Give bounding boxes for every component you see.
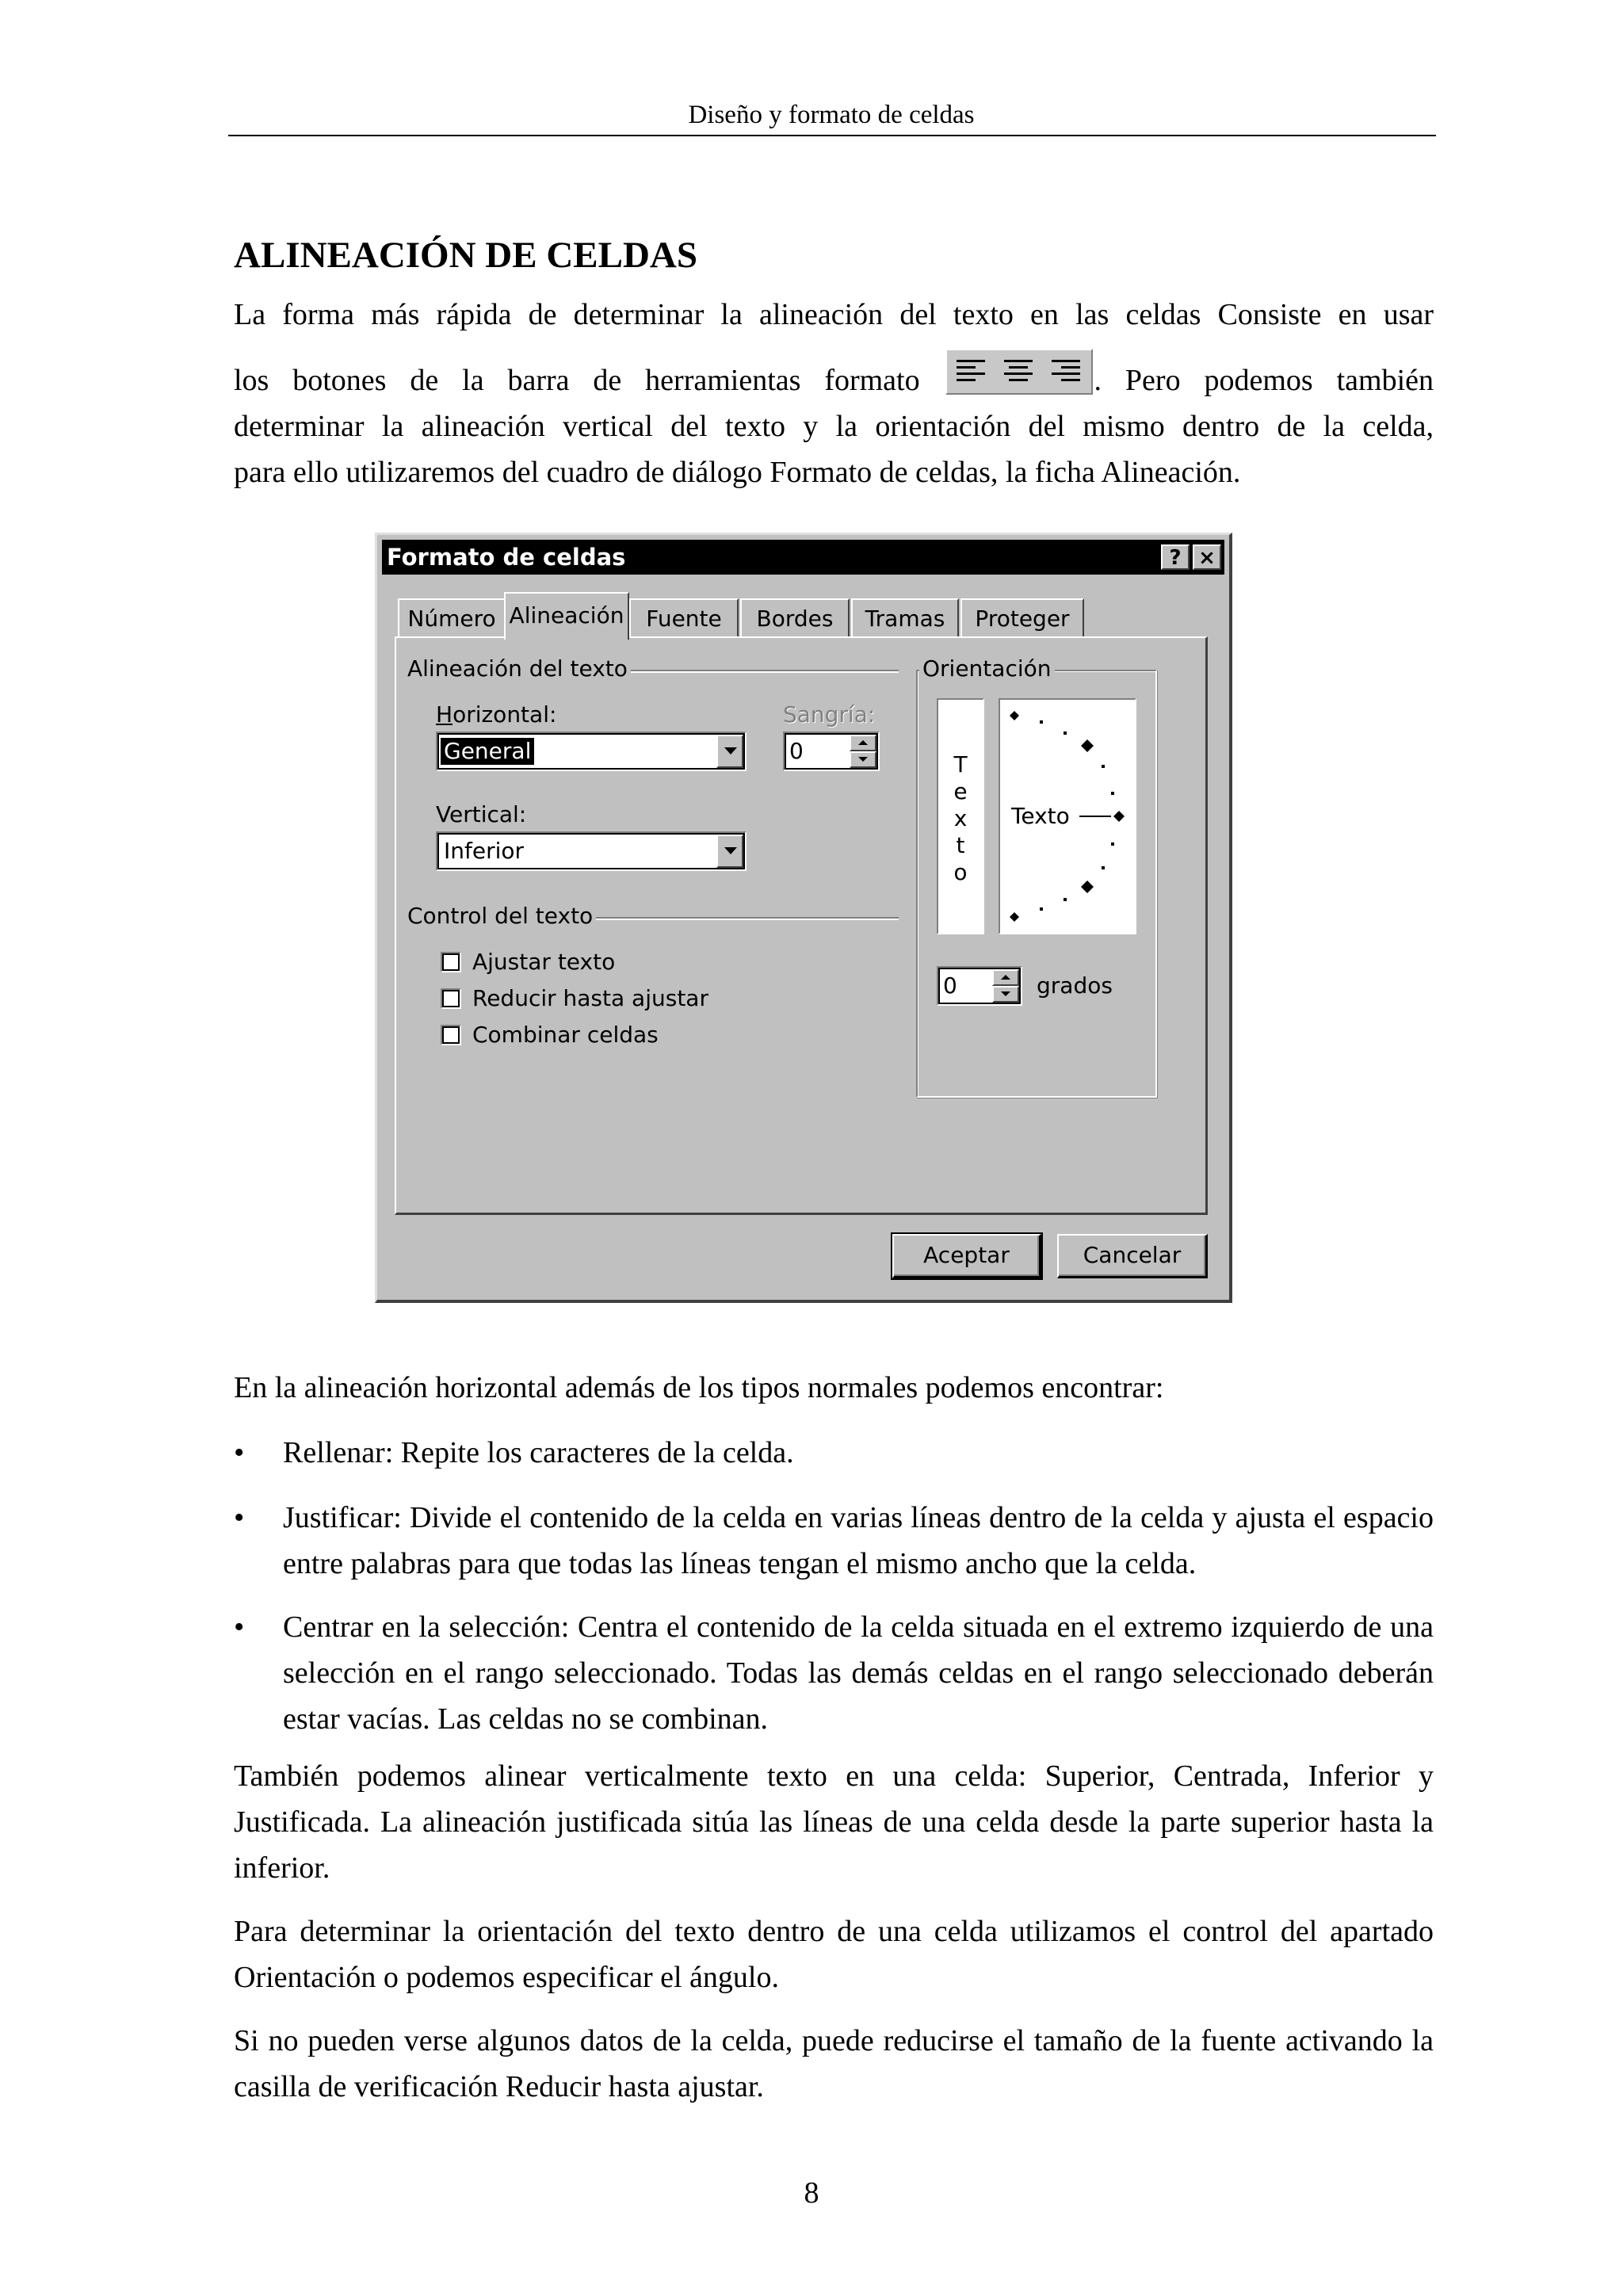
horizontal-label-text: orizontal: [453, 701, 557, 728]
orientation-tick [1040, 907, 1043, 911]
vertical-text-option[interactable] [937, 698, 984, 934]
vertical-text-letter: t [956, 832, 965, 858]
tab-alineacion[interactable]: Alineación [504, 592, 629, 640]
orientation-preview-text: Texto [1011, 803, 1070, 829]
vertical-label: Vertical: [436, 801, 527, 827]
spin-down-icon[interactable] [850, 751, 876, 768]
indent-value: 0 [789, 738, 804, 764]
intro-line-2b: . Pero podemos también [1094, 364, 1434, 397]
bullet-text: Justificar: Divide el contenido de la celda en varias líneas dentro de la celda y ajusta el espacio entre palabras para que todas las líneas tengan el mismo ancho que la celda. [283, 1501, 1434, 1580]
bullet-text: Centrar en la selección: Centra el contenido de la celda situada en el extremo izquierdo de una selección en el rango seleccionado. Todas las demás celdas en el rango seleccionado deberán estar vacías. Las celdas no se combinan. [283, 1610, 1434, 1736]
intro-line-2 [234, 349, 1434, 403]
indent-label: Sangría: [783, 701, 876, 728]
tab-numero[interactable]: Número [398, 598, 506, 636]
tab-bordes[interactable]: Bordes [740, 598, 850, 636]
orientation-marker-45 [1081, 739, 1094, 752]
orientation-marker-90 [1010, 711, 1019, 720]
vertical-select-value: Inferior [444, 838, 525, 864]
orientation-marker-0 [1113, 811, 1125, 822]
paragraph-orientation: Para determinar la orientación del texto dentro de una celda utilizamos el control del apartado Orientación o podemos especificar el ángulo. [234, 1915, 1434, 1994]
orientation-tick [1102, 866, 1105, 869]
orientation-tick [1064, 898, 1067, 901]
format-cells-dialog [375, 533, 1232, 1303]
shrink-to-fit-checkbox[interactable] [441, 988, 461, 1009]
spin-down-icon[interactable] [992, 986, 1019, 1003]
vertical-text-letter: e [953, 778, 968, 804]
spin-up-icon[interactable] [850, 735, 876, 751]
running-header: Diseño y formato de celdas [688, 101, 975, 129]
alignment-toolbar-image [945, 349, 1093, 395]
intro-paragraph [234, 292, 1434, 495]
orientation-dial[interactable] [999, 698, 1136, 934]
merge-cells-label: Combinar celdas [472, 1022, 659, 1048]
orientation-tick [1111, 792, 1114, 795]
degrees-label: grados [1037, 972, 1113, 999]
page-number: 8 [804, 2176, 819, 2210]
section-title: ALINEACIÓN DE CELDAS [234, 235, 697, 276]
header-rule [228, 135, 1436, 136]
paragraph-shrink: Si no pueden verse algunos datos de la celda, puede reducirse el tamaño de la fuente activando la casilla de verificación Reducir hasta ajustar. [234, 2024, 1434, 2103]
align-center-icon [1004, 360, 1036, 384]
orientation-marker-minus45 [1081, 881, 1094, 893]
spin-up-icon[interactable] [992, 969, 1019, 986]
text-control-group-label: Control del texto [404, 903, 596, 930]
ok-button[interactable]: Aceptar [892, 1234, 1041, 1278]
vertical-text-letter: o [953, 859, 968, 885]
horizontal-select-value: General [441, 738, 534, 765]
close-button[interactable]: × [1193, 544, 1221, 570]
alignment-tab-panel [395, 636, 1208, 1215]
degrees-value: 0 [943, 972, 957, 999]
orientation-needle [1079, 816, 1111, 817]
shrink-to-fit-label: Reducir hasta ajustar [472, 985, 708, 1011]
vertical-text-letter: T [953, 751, 968, 777]
align-left-icon [957, 360, 988, 384]
merge-cells-checkbox[interactable] [441, 1025, 461, 1045]
dialog-titlebar [382, 540, 1224, 575]
orientation-group-label: Orientación [919, 655, 1055, 682]
horizontal-label: Horizontal: [436, 701, 557, 728]
indent-spinner[interactable] [783, 732, 880, 771]
orientation-marker-minus90 [1010, 912, 1019, 922]
help-button[interactable]: ? [1161, 544, 1190, 570]
bullet-text: Rellenar: Repite los caracteres de la celda. [283, 1436, 794, 1469]
lead-paragraph: En la alineación horizontal además de los tipos normales podemos encontrar: [234, 1371, 1164, 1404]
wrap-text-label: Ajustar texto [472, 949, 616, 975]
chevron-down-icon[interactable] [716, 835, 743, 868]
bullet-symbol: • [234, 1501, 245, 1534]
orientation-tick [1064, 732, 1067, 735]
horizontal-select[interactable] [436, 732, 747, 771]
orientation-tick [1111, 842, 1114, 846]
bullet-symbol: • [234, 1436, 245, 1469]
align-right-icon [1052, 360, 1083, 384]
tab-fuente[interactable]: Fuente [629, 598, 739, 636]
intro-line-3: determinar la alineación vertical del texto y la orientación del mismo dentro de la celda, [234, 410, 1434, 443]
wrap-text-checkbox[interactable] [441, 952, 461, 972]
tab-proteger[interactable]: Proteger [960, 598, 1084, 636]
intro-line-2a: los botones de la barra de herramientas formato [234, 364, 920, 397]
orientation-tick [1102, 765, 1105, 768]
degrees-spinner[interactable] [937, 966, 1022, 1006]
bullet-symbol: • [234, 1610, 245, 1644]
cancel-button[interactable]: Cancelar [1057, 1234, 1208, 1278]
intro-line-4: para ello utilizaremos del cuadro de diálogo Formato de celdas, la ficha Alineación. [234, 456, 1241, 489]
vertical-select[interactable] [436, 831, 747, 871]
paragraph-vertical-alignment: También podemos alinear verticalmente texto en una celda: Superior, Centrada, Inferior y Justificada. La alineación justificada sitúa las líneas de una celda desde la parte superior hasta la inferior. [234, 1759, 1434, 1885]
text-alignment-group-label: Alineación del texto [404, 655, 631, 682]
dialog-title: Formato de celdas [387, 544, 626, 571]
tab-tramas[interactable]: Tramas [851, 598, 959, 636]
intro-line-1: La forma más rápida de determinar la alineación del texto en las celdas Consiste en usar [234, 298, 1434, 331]
vertical-text-letter: x [953, 805, 968, 831]
orientation-tick [1040, 720, 1043, 724]
chevron-down-icon[interactable] [716, 735, 743, 768]
